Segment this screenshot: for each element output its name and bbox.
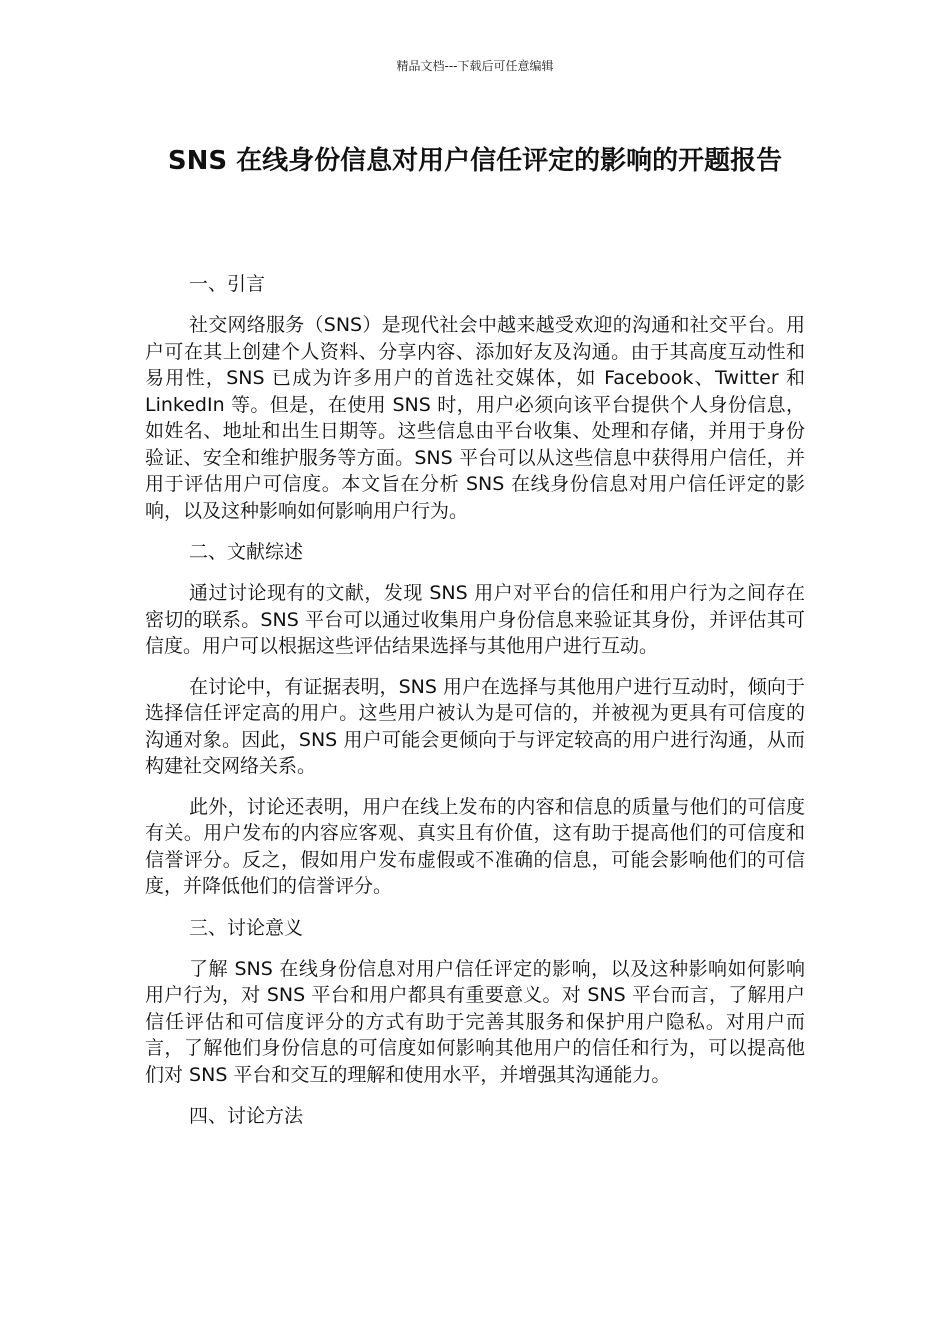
paragraph-review-1: 通过讨论现有的文献，发现 SNS 用户对平台的信任和用户行为之间存在密切的联系。SNS 平台可以通过收集用户身份信息来验证其身份，并评估其可信度。用户可以根据这些评估结果选择与其他用户进行互动。 bbox=[145, 582, 805, 657]
section-heading-methods: 四、讨论方法 bbox=[189, 1105, 304, 1127]
section-heading-review: 二、文献综述 bbox=[189, 541, 304, 563]
paragraph-intro-1: 社交网络服务（SNS）是现代社会中越来越受欢迎的沟通和社交平台。用户可在其上创建个人资料、分享内容、添加好友及沟通。由于其高度互动性和易用性，SNS 已成为许多用户的首选社交媒体，如 Facebook、Twitter 和 LinkedIn 等。但是，在使用 SNS 时，用户必须向该平台提供个人身份信息，如姓名、地址和出生日期等。这些信息由平台收集、处理和存储，并用于身份验证、安全和维护服务等方面。SNS 平台可以从这些信息中获得用户信任，并用于评估用户可信度。本文旨在分析 SNS 在线身份信息对用户信任评定的影响，以及这种影响如何影响用户行为。 bbox=[145, 314, 805, 522]
paragraph-review-3: 此外，讨论还表明，用户在线上发布的内容和信息的质量与他们的可信度有关。用户发布的内容应客观、真实且有价值，这有助于提高他们的可信度和信誉评分。反之，假如用户发布虚假或不准确的信息，可能会影响他们的可信度，并降低他们的信誉评分。 bbox=[145, 795, 805, 897]
section-heading-significance: 三、讨论意义 bbox=[189, 916, 304, 939]
document-body bbox=[145, 270, 805, 1144]
section-heading-intro: 一、引言 bbox=[189, 273, 266, 295]
document-title: SNS 在线身份信息对用户信任评定的影响的开题报告 bbox=[167, 146, 783, 176]
paragraph-review-2: 在讨论中，有证据表明，SNS 用户在选择与其他用户进行互动时，倾向于选择信任评定高的用户。这些用户被认为是可信的，并被视为更具有可信度的沟通对象。因此，SNS 用户可能会更倾向于与评定较高的用户进行沟通，从而构建社交网络关系。 bbox=[145, 675, 805, 777]
paragraph-significance-1: 了解 SNS 在线身份信息对用户信任评定的影响，以及这种影响如何影响用户行为，对 SNS 平台和用户都具有重要意义。对 SNS 平台而言，了解用户信任评估和可信度评分的方式有助于完善其服务和保护用户隐私。对用户而言，了解他们身份信息的可信度如何影响其他用户的信任和行为，可以提高他们对 SNS 平台和交互的理解和使用水平，并增强其沟通能力。 bbox=[145, 957, 805, 1086]
header-note: 精品文档---下载后可任意编辑 bbox=[396, 59, 554, 73]
